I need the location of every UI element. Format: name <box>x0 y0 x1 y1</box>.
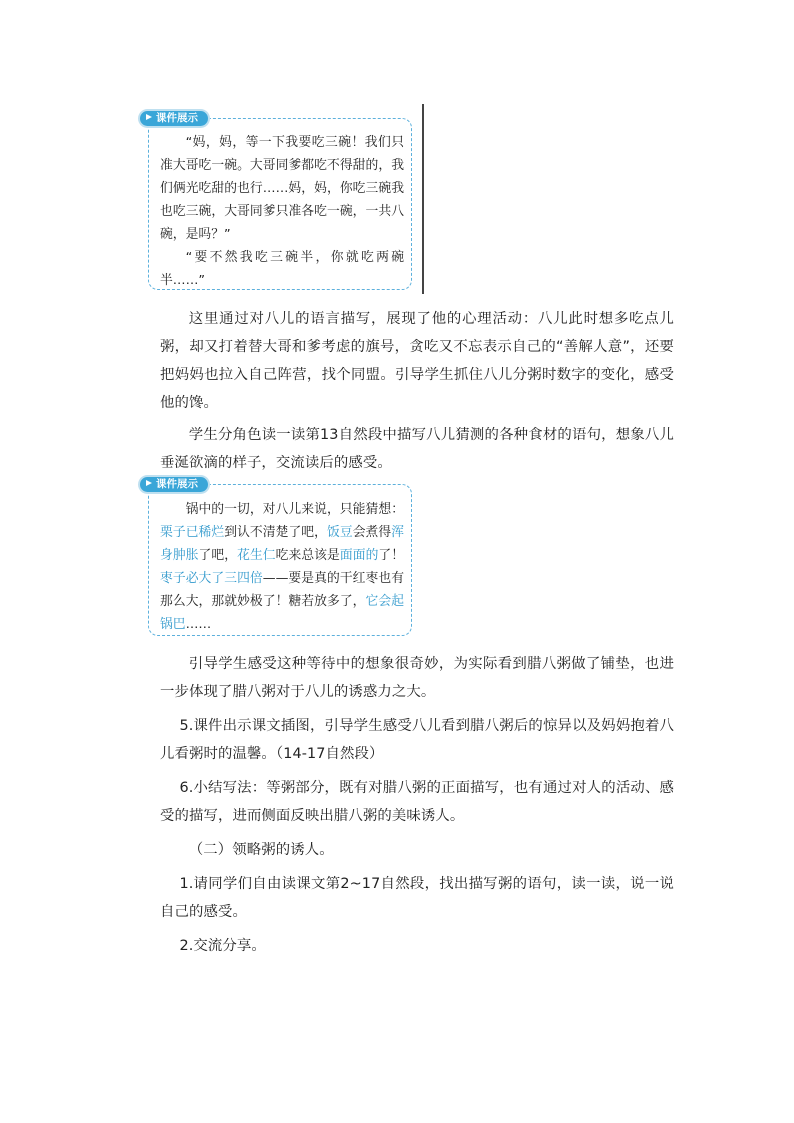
courseware-text-2 <box>160 498 404 636</box>
play-icon <box>146 480 152 486</box>
text-run: ——要是真的干红枣也有那么大，那就妙极了！糖若放多了， <box>160 571 405 609</box>
play-icon <box>146 114 152 120</box>
quote-para-2: “要不然我吃三碗半，你就吃两碗半……” <box>160 250 404 288</box>
text-run: 吃来总该是 <box>275 548 340 563</box>
courseware-text-1 <box>160 131 404 292</box>
paragraph-step-5: 5.课件出示课文插图，引导学生感受八儿看到腊八粥后的惊异以及妈妈抱着八儿看粥时的温馨。（14-17自然段） <box>160 718 674 762</box>
courseware-tag-1 <box>140 111 208 126</box>
courseware-tag-label-2: 课件展示 <box>156 478 198 490</box>
text-run: …… <box>185 617 212 632</box>
highlight-dates: 枣子必大了三四倍 <box>160 571 263 586</box>
highlight-beans: 饭豆 <box>327 525 353 540</box>
highlight-peanut: 花生仁 <box>237 548 276 563</box>
paragraph-section-heading: （二）领略粥的诱人。 <box>188 842 334 858</box>
text-run: 锅中的一切，对八儿来说，只能猜想： <box>185 502 404 517</box>
body-section-1 <box>160 305 674 477</box>
paragraph-step-6: 6.小结写法：等粥部分，既有对腊八粥的正面描写，也有通过对人的活动、感受的描写，进而侧面反映出腊八粥的美味诱人。 <box>160 780 674 824</box>
paragraph-analysis: 这里通过对八儿的语言描写，展现了他的心理活动：八儿此时想多吃点儿粥，却又打着替大哥和爹考虑的旗号，贪吃又不忘表示自己的“善解人意”，还要把妈妈也拉入自己阵营，找个同盟。引导学生抓住八儿分粥时数字的变化，感受他的馋。 <box>160 311 674 411</box>
text-run: 了吧， <box>198 548 238 563</box>
paragraph-role-reading: 学生分角色读一读第13自然段中描写八儿猜测的各种食材的语句，想象八儿垂涎欲滴的样子，交流读后的感受。 <box>160 427 674 471</box>
text-run: 会煮得 <box>352 525 392 540</box>
highlight-crust: 它会起锅巴 <box>160 594 405 632</box>
paragraph-guidance: 引导学生感受这种等待中的想象很奇妙，为实际看到腊八粥做了铺垫，也进一步体现了腊八粥对于八儿的诱惑力之大。 <box>160 656 674 700</box>
courseware-tag-label-1: 课件展示 <box>156 112 198 124</box>
body-section-2 <box>160 650 674 960</box>
text-run: 到认不清楚了吧， <box>224 525 327 540</box>
text-run: 了！ <box>378 548 405 563</box>
highlight-soft: 面面的 <box>339 548 379 563</box>
quote-para-1: “妈，妈，等一下我要吃三碗！我们只准大哥吃一碗。大哥同爹都吃不得甜的，我们俩光吃甜的也行……妈，妈，你吃三碗我也吃三碗，大哥同爹只准各吃一碗，一共八碗，是吗？” <box>160 135 404 242</box>
paragraph-step-1: 1.请同学们自由读课文第2~17自然段，找出描写粥的语句，读一读，说一说自己的感受。 <box>160 876 674 920</box>
guess-paragraph <box>160 498 404 636</box>
highlight-chestnut: 栗子已稀烂 <box>160 525 225 540</box>
highlight-swollen: 浑身肿胀 <box>160 525 405 563</box>
courseware-tag-2 <box>140 477 208 492</box>
divider-line <box>422 104 424 294</box>
paragraph-step-2: 2.交流分享。 <box>179 938 266 954</box>
